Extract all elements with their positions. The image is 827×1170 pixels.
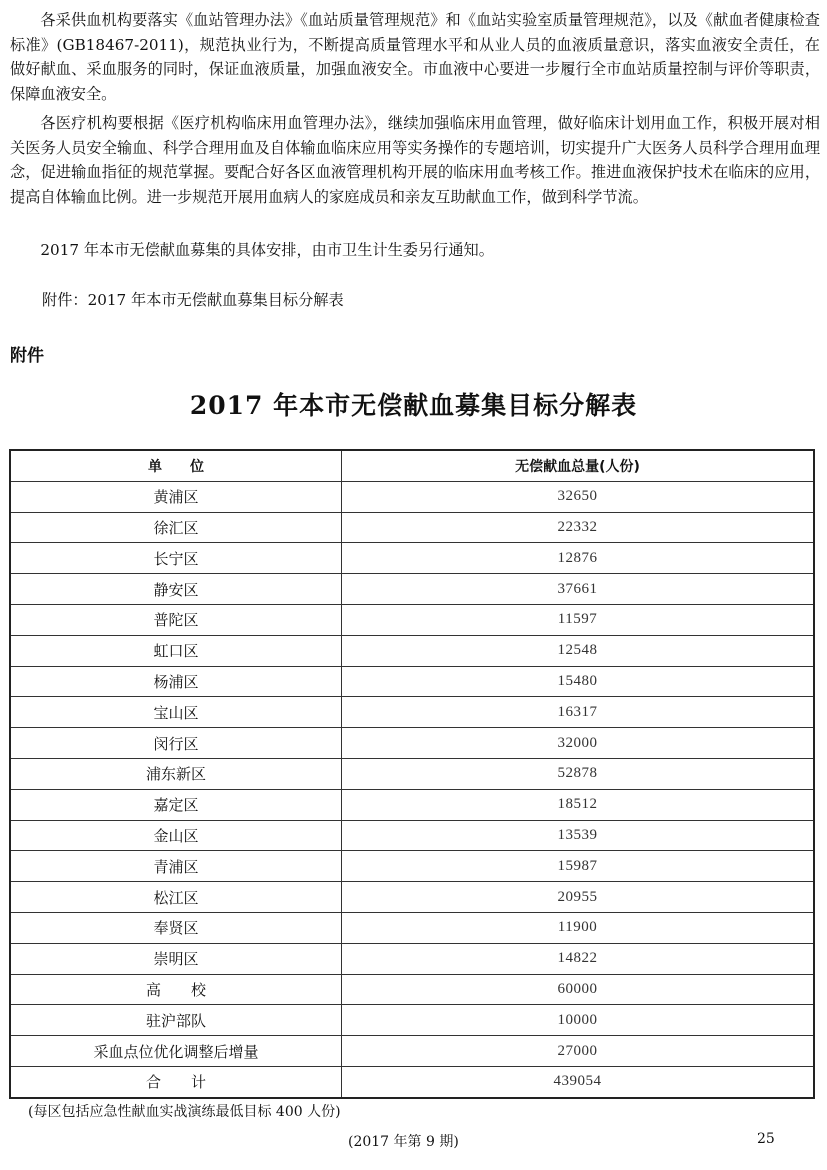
cell-value: 12548 — [342, 635, 815, 666]
table-row — [10, 1005, 814, 1036]
table-row — [10, 758, 814, 789]
cell-value: 11900 — [342, 912, 815, 943]
page-number: 25 — [757, 1131, 775, 1147]
table-row — [10, 604, 814, 635]
cell-value: 37661 — [342, 574, 815, 605]
table-row — [10, 512, 814, 543]
paragraph-3: 2017 年本市无偿献血募集的具体安排，由市卫生计生委另行通知。 — [40, 241, 494, 259]
cell-value: 60000 — [342, 974, 815, 1005]
cell-unit: 驻沪部队 — [10, 1005, 342, 1036]
table-row — [10, 666, 814, 697]
table-row — [10, 574, 814, 605]
cell-value: 13539 — [342, 820, 815, 851]
table-row — [10, 728, 814, 759]
cell-value: 14822 — [342, 943, 815, 974]
table-body — [10, 481, 814, 1097]
cell-value: 11597 — [342, 604, 815, 635]
footnote: (每区包括应急性献血实战演练最低目标 400 人份) — [28, 1104, 341, 1120]
table-row — [10, 697, 814, 728]
cell-value: 52878 — [342, 758, 815, 789]
cell-unit: 奉贤区 — [10, 912, 342, 943]
table-row — [10, 543, 814, 574]
cell-unit: 采血点位优化调整后增量 — [10, 1036, 342, 1067]
cell-unit: 金山区 — [10, 820, 342, 851]
cell-unit: 松江区 — [10, 882, 342, 913]
cell-value: 32000 — [342, 728, 815, 759]
cell-unit: 青浦区 — [10, 851, 342, 882]
cell-unit: 高 校 — [10, 974, 342, 1005]
table-row — [10, 851, 814, 882]
table-row — [10, 635, 814, 666]
cell-unit: 静安区 — [10, 574, 342, 605]
paragraph-2: 各医疗机构要根据《医疗机构临床用血管理办法》，继续加强临床用血管理，做好临床计划用血工作，积极开展对相关医务人员安全输血、科学合理用血及自体输血临床应用等实务操作的专题培训，切实提升广大医务人员科学合理用血理念，促进输血指征的规范掌握。要配合好各区血液管理机构开展的临床用血考核工作。推进血液保护技术在临床的应用，提高自体输血比例。进一步规范开展用血病人的家庭成员和亲友互助献血工作，做到科学节流。 — [10, 114, 820, 206]
cell-unit: 虹口区 — [10, 635, 342, 666]
cell-unit: 普陀区 — [10, 604, 342, 635]
cell-unit: 崇明区 — [10, 943, 342, 974]
cell-value: 32650 — [342, 481, 815, 512]
cell-value: 27000 — [342, 1036, 815, 1067]
table-row — [10, 1036, 814, 1067]
table-row — [10, 481, 814, 512]
table-row — [10, 820, 814, 851]
cell-value: 22332 — [342, 512, 815, 543]
target-table — [9, 449, 815, 1099]
cell-value: 439054 — [342, 1066, 815, 1097]
table-row — [10, 912, 814, 943]
header-unit: 单 位 — [10, 450, 342, 481]
table-row — [10, 789, 814, 820]
cell-value: 15480 — [342, 666, 815, 697]
attachment-heading: 附件 — [10, 346, 44, 366]
table-row — [10, 943, 814, 974]
cell-value: 12876 — [342, 543, 815, 574]
table-title: 2017 年本市无偿献血募集目标分解表 — [189, 391, 638, 420]
cell-unit: 黄浦区 — [10, 481, 342, 512]
cell-unit: 长宁区 — [10, 543, 342, 574]
table-row — [10, 974, 814, 1005]
cell-unit: 合 计 — [10, 1066, 342, 1097]
paragraph-1: 各采供血机构要落实《血站管理办法》《血站质量管理规范》和《血站实验室质量管理规范》，以及《献血者健康检查标准》(GB18467-2011)，规范执业行为，不断提高质量管理水平和从业人员的血液质量意识，落实血液安全责任，在做好献血、采血服务的同时，保证血液质量，加强血液安全。市血液中心要进一步履行全市血站质量控制与评价等职责，保障血液安全。 — [10, 11, 820, 103]
cell-unit: 徐汇区 — [10, 512, 342, 543]
cell-unit: 嘉定区 — [10, 789, 342, 820]
cell-unit: 浦东新区 — [10, 758, 342, 789]
cell-value: 20955 — [342, 882, 815, 913]
cell-unit: 闵行区 — [10, 728, 342, 759]
cell-value: 10000 — [342, 1005, 815, 1036]
cell-unit: 杨浦区 — [10, 666, 342, 697]
table-header-row — [10, 450, 814, 481]
cell-value: 15987 — [342, 851, 815, 882]
header-total: 无偿献血总量(人份) — [342, 450, 815, 481]
issue-label: (2017 年第 9 期) — [348, 1134, 459, 1150]
attachment-reference: 附件：2017 年本市无偿献血募集目标分解表 — [42, 291, 344, 309]
table-row — [10, 1066, 814, 1097]
cell-value: 18512 — [342, 789, 815, 820]
cell-unit: 宝山区 — [10, 697, 342, 728]
cell-value: 16317 — [342, 697, 815, 728]
table-row — [10, 882, 814, 913]
